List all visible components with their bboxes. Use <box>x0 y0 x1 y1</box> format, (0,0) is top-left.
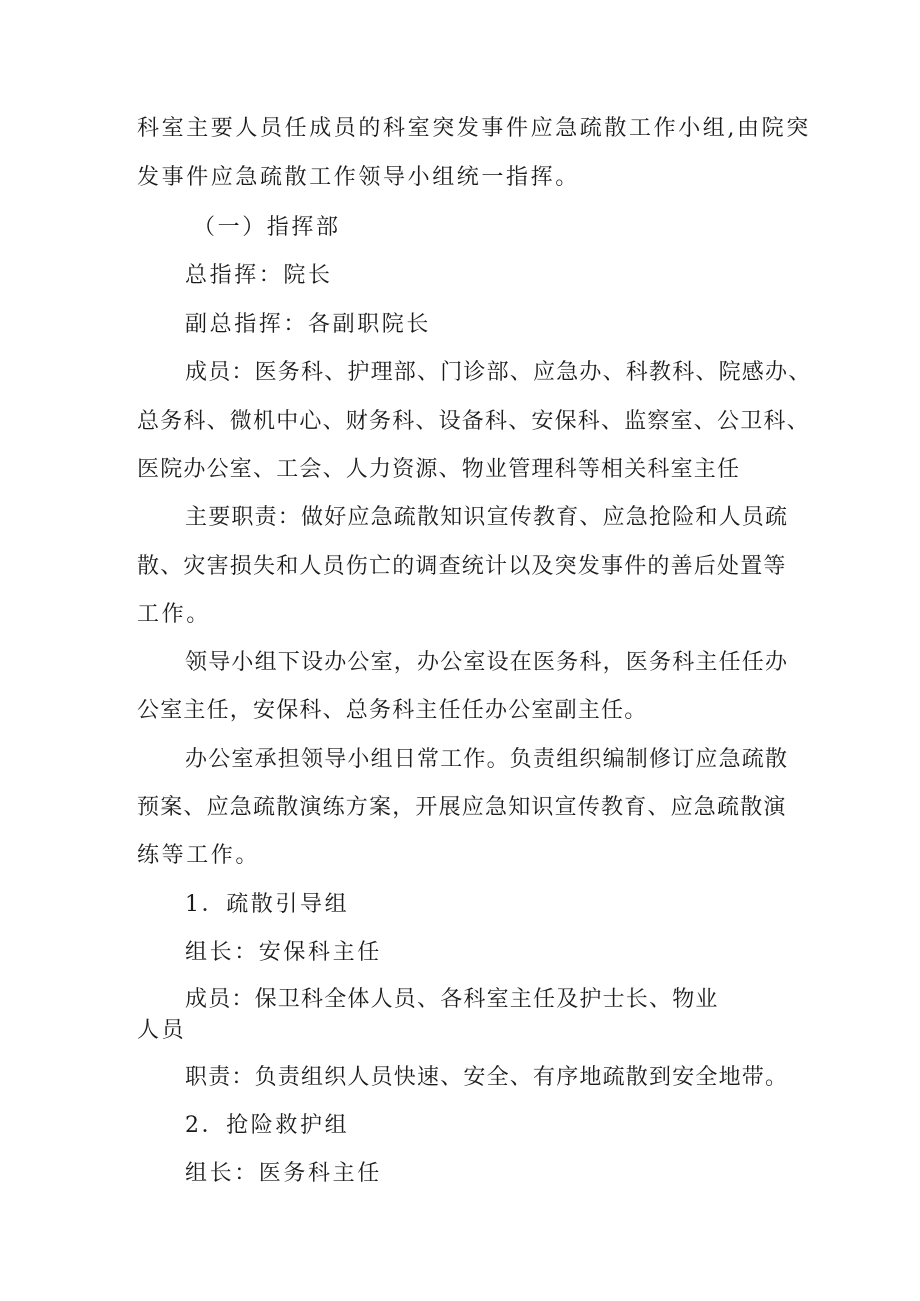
text-line-guide-members-2: 人员 <box>137 1018 187 1043</box>
text-line-duties-2: 散、灾害损失和人员伤亡的调查统计以及突发事件的善后处置等 <box>137 554 787 579</box>
text-line-duties-1: 主要职责：做好应急疏散知识宣传教育、应急抢险和人员疏 <box>185 505 789 530</box>
text-line-office-work-2: 预案、应急疏散演练方案，开展应急知识宣传教育、应急疏散演 <box>137 795 787 820</box>
text-line-commander: 总指挥：院长 <box>185 263 333 288</box>
text-line-1: 科室主要人员任成员的科室突发事件应急疏散工作小组,由院突 <box>137 116 811 141</box>
text-line-office-work-3: 练等工作。 <box>137 843 261 868</box>
text-line-office-work-1: 办公室承担领导小组日常工作。负责组织编制修订应急疏散 <box>185 747 789 772</box>
text-line-deputy-commander: 副总指挥：各副职院长 <box>185 312 432 337</box>
text-line-rescue-leader: 组长：医务科主任 <box>185 1161 382 1186</box>
text-line-duties-3: 工作。 <box>137 602 211 627</box>
section-heading-evacuation-guide: 1．疏散引导组 <box>185 892 350 917</box>
section-heading-command: （一）指挥部 <box>193 215 341 240</box>
text-line-guide-members-1: 成员：保卫科全体人员、各科室主任及护士长、物业 <box>185 987 719 1012</box>
text-line-members-2: 总务科、微机中心、财务科、设备科、安保科、监察室、公卫科、 <box>137 409 810 434</box>
text-line-members-3: 医院办公室、工会、人力资源、物业管理科等相关科室主任 <box>137 457 741 482</box>
text-line-office-2: 公室主任，安保科、总务科主任任办公室副主任。 <box>137 698 648 723</box>
text-line-guide-leader: 组长：安保科主任 <box>185 940 382 965</box>
text-line-members-1: 成员：医务科、护理部、门诊部、应急办、科教科、院感办、 <box>185 360 812 385</box>
section-heading-rescue: 2．抢险救护组 <box>185 1113 350 1138</box>
text-line-guide-duties: 职责：负责组织人员快速、安全、有序地疏散到安全地带。 <box>185 1065 789 1090</box>
text-line-office-1: 领导小组下设办公室，办公室设在医务科，医务科主任任办 <box>185 650 789 675</box>
text-line-2: 发事件应急疏散工作领导小组统一指挥。 <box>137 165 580 190</box>
